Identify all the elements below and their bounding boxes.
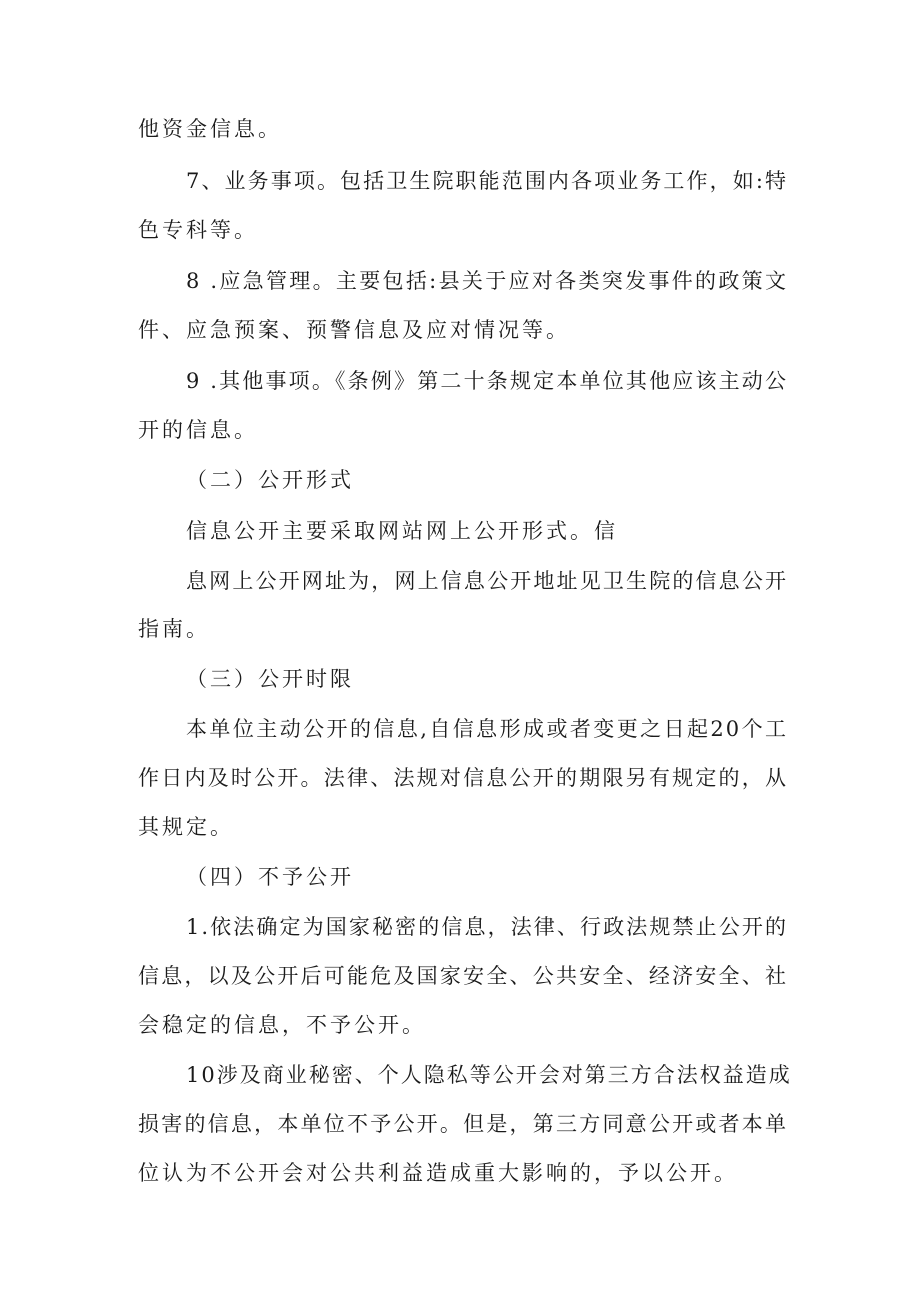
text-line: 10涉及商业秘密、个人隐私等公开会对第三方合法权益造成 xyxy=(186,1063,792,1087)
text-line: 其规定。 xyxy=(138,815,234,839)
text-line: 1.依法确定为国家秘密的信息，法律、行政法规禁止公开的 xyxy=(186,915,788,939)
text-line: 他资金信息。 xyxy=(138,117,282,141)
text-line: 色专科等。 xyxy=(138,218,258,242)
text-line: 会稳定的信息，不予公开。 xyxy=(138,1013,426,1037)
text-line: 位认为不公开会对公共利益造成重大影响的，予以公开。 xyxy=(138,1161,738,1185)
text-line: 信息公开主要采取网站网上公开形式。信 xyxy=(186,519,618,543)
text-line: 本单位主动公开的信息,自信息形成或者变更之日起20个工 xyxy=(186,717,788,741)
text-line: 损害的信息，本单位不予公开。但是，第三方同意公开或者本单 xyxy=(138,1112,788,1136)
text-line: 9 .其他事项。《条例》第二十条规定本单位其他应该主动公 xyxy=(186,369,788,393)
text-line: 开的信息。 xyxy=(138,418,258,442)
section-heading: （三）公开时限 xyxy=(186,667,354,691)
text-line: 7、业务事项。包括卫生院职能范围内各项业务工作，如:特 xyxy=(186,169,788,193)
text-line: 信息，以及公开后可能危及国家安全、公共安全、经济安全、社 xyxy=(138,964,788,988)
text-line: 件、应急预案、预警信息及应对情况等。 xyxy=(138,318,570,342)
section-heading: （二）公开形式 xyxy=(186,468,354,492)
text-line: 息网上公开网址为，网上信息公开地址见卫生院的信息公开 xyxy=(186,569,788,593)
text-line: 作日内及时公开。法律、法规对信息公开的期限另有规定的，从 xyxy=(138,766,788,790)
text-line: 指南。 xyxy=(138,617,210,641)
section-heading: （四）不予公开 xyxy=(186,865,354,889)
text-line: 8 .应急管理。主要包括:县关于应对各类突发事件的政策文 xyxy=(186,269,788,293)
